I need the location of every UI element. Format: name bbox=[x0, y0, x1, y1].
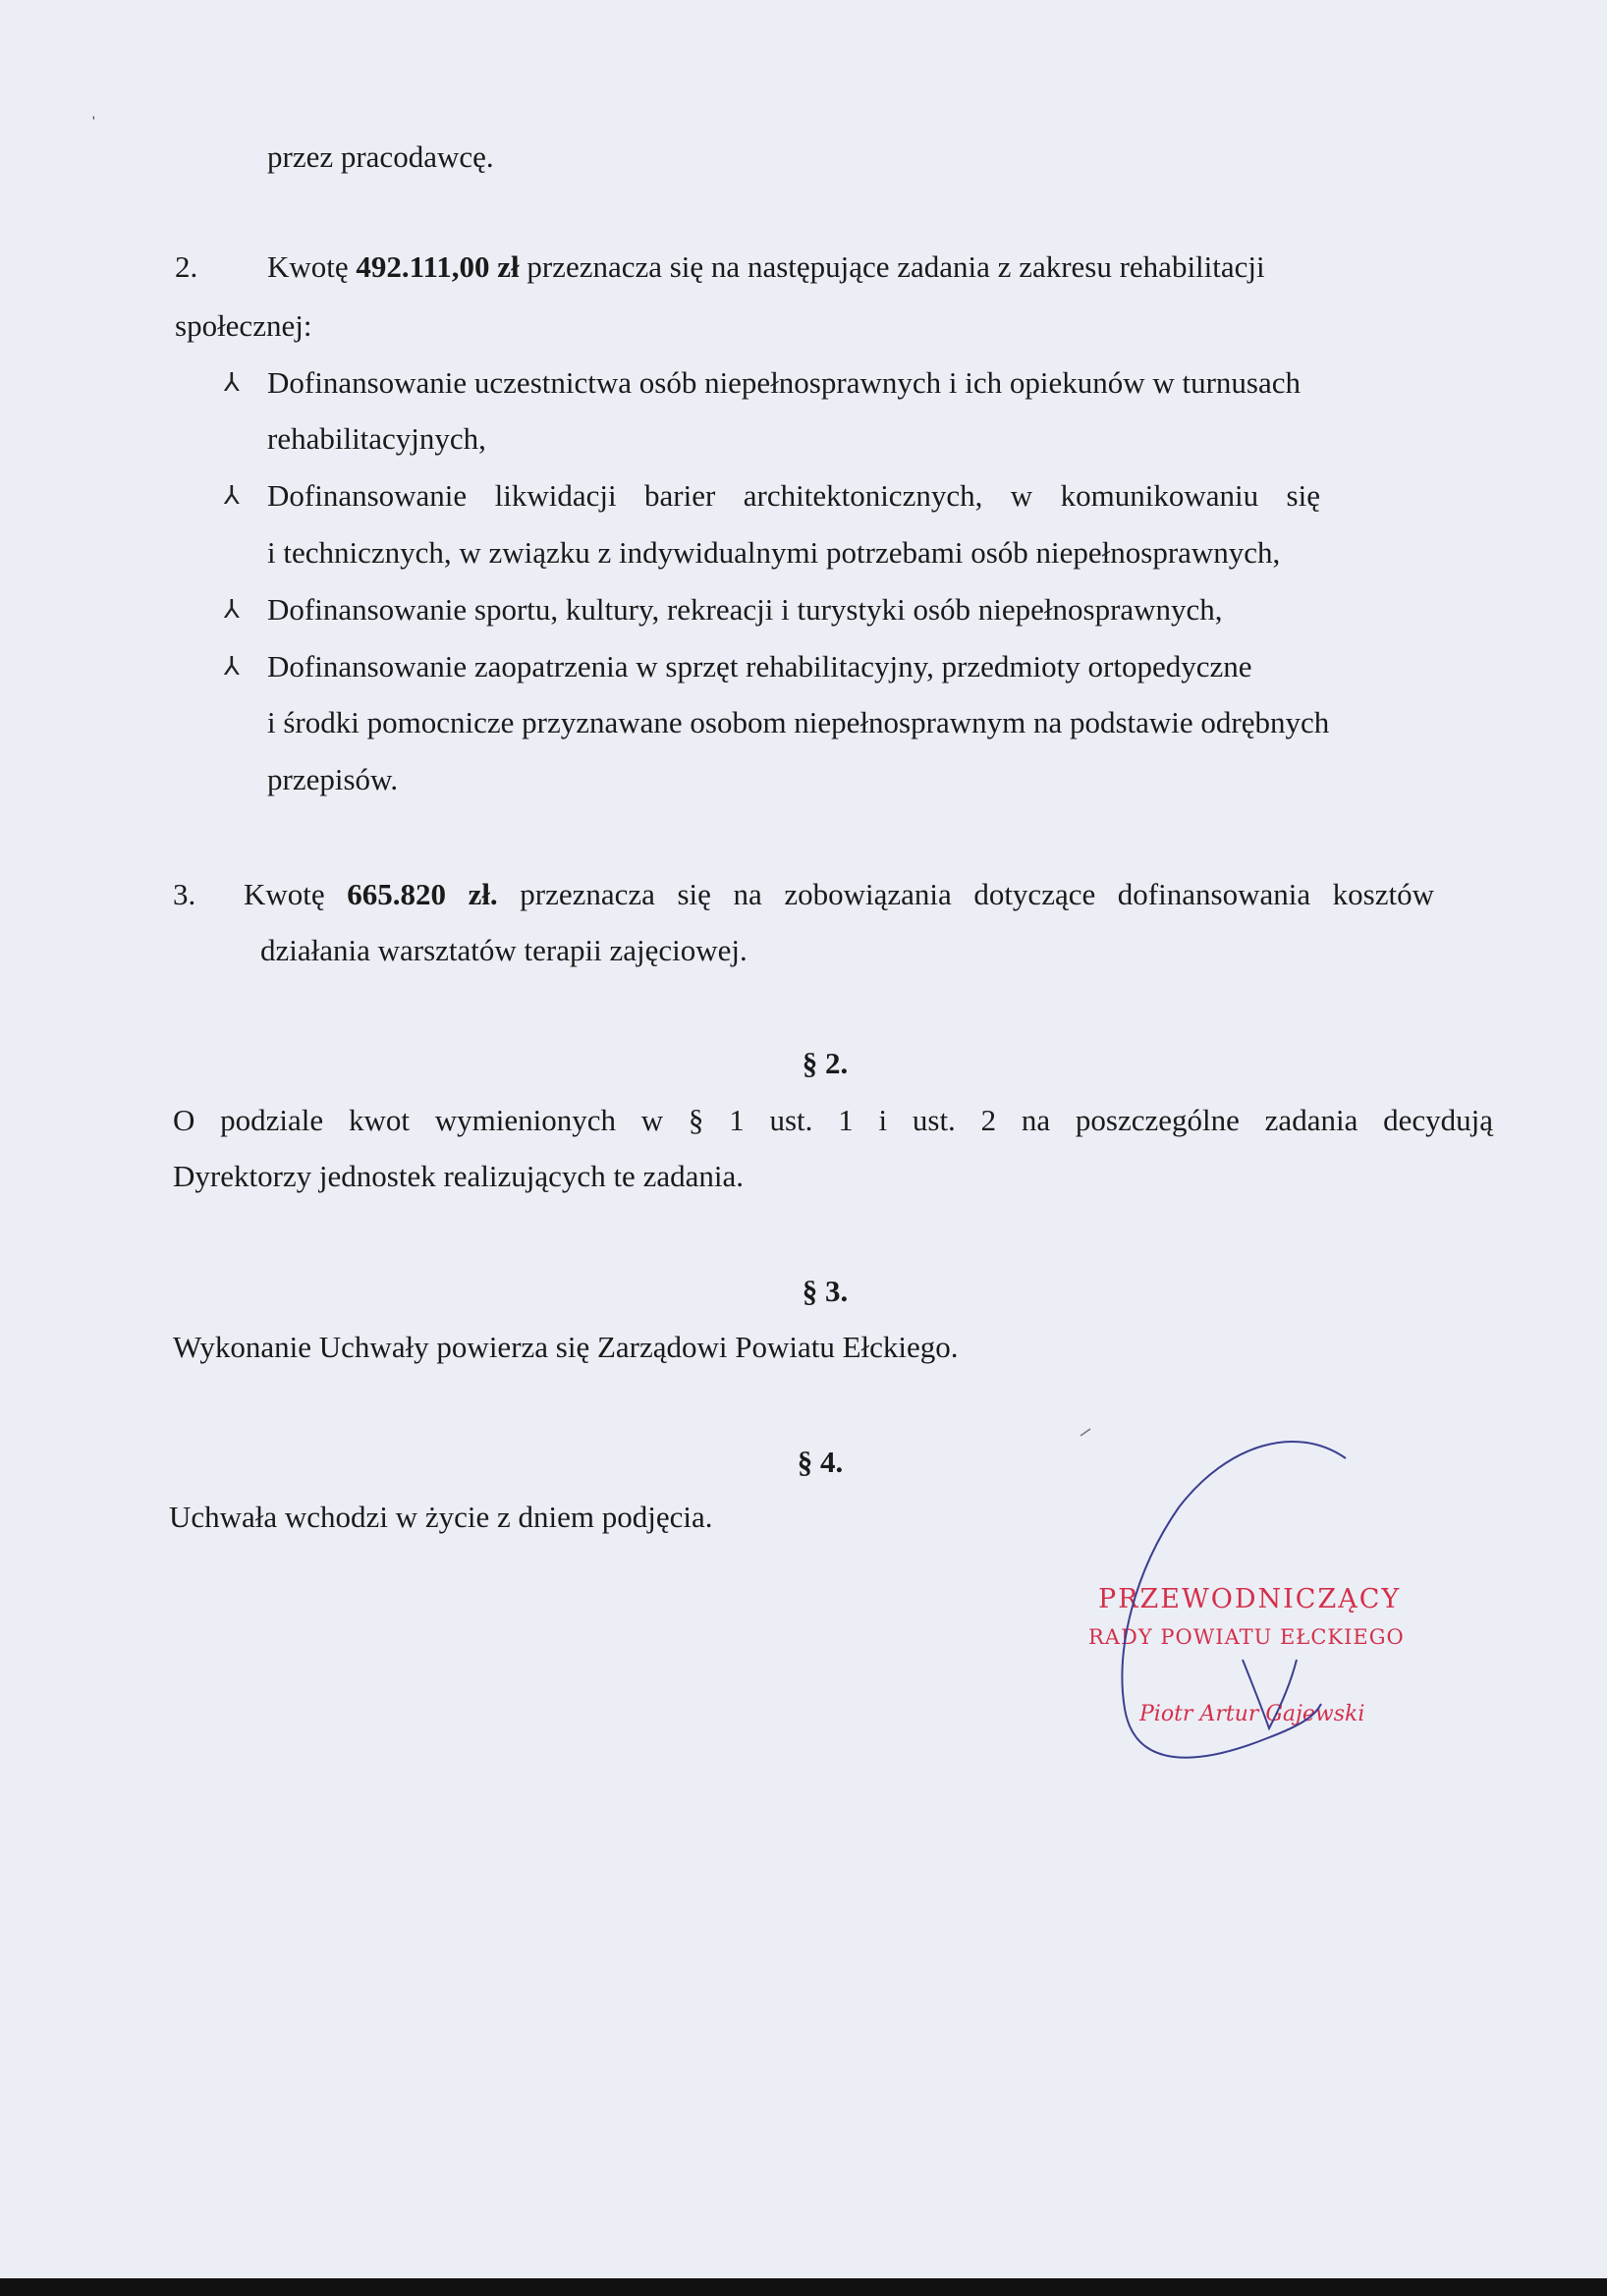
bullet-3-line1: Dofinansowanie sportu, kultury, rekreacji i turystyki osób niepełnosprawnych, bbox=[267, 592, 1223, 627]
section-2-line1: O podziale kwot wymienionych w § 1 ust. 1 i ust. 2 na poszczególne zadania decydują bbox=[173, 1103, 1493, 1137]
p2-rest: przeznacza się na następujące zadania z zakresu rehabilitacji bbox=[519, 249, 1265, 284]
bullet-marker-3: ⅄ bbox=[224, 595, 240, 624]
text-line-top: przez pracodawcę. bbox=[267, 139, 494, 174]
p2-lead: Kwotę bbox=[267, 249, 357, 284]
p2-line2: społecznej: bbox=[175, 308, 312, 343]
bullet-1-line1: Dofinansowanie uczestnictwa osób niepełnosprawnych i ich opiekunów w turnusach bbox=[267, 365, 1302, 400]
p3-amount: 665.820 zł. bbox=[347, 877, 498, 911]
bullet-1-line2: rehabilitacyjnych, bbox=[267, 421, 486, 456]
stamp-name: Piotr Artur Gajewski bbox=[1139, 1702, 1365, 1726]
p3-number: 3. bbox=[173, 877, 196, 911]
p3-rest: przeznacza się na zobowiązania dotyczące dofinansowania kosztów bbox=[497, 877, 1434, 911]
section-3-heading: § 3. bbox=[802, 1274, 849, 1308]
bullet-2-line2: i technicznych, w związku z indywidualnymi potrzebami osób niepełnosprawnych, bbox=[267, 535, 1281, 570]
section-4-line1: Uchwała wchodzi w życie z dniem podjęcia. bbox=[169, 1500, 713, 1534]
bullet-2-line1: Dofinansowanie likwidacji barier architektonicznych, w komunikowaniu się bbox=[267, 478, 1320, 513]
p3-line2: działania warsztatów terapii zajęciowej. bbox=[260, 933, 748, 967]
bullet-4-line2: i środki pomocnicze przyznawane osobom niepełnosprawnym na podstawie odrębnych bbox=[267, 705, 1330, 739]
section-2-line2: Dyrektorzy jednostek realizujących te zadania. bbox=[173, 1159, 744, 1193]
p2-number: 2. bbox=[175, 249, 198, 284]
scan-edge-bar bbox=[0, 2278, 1607, 2296]
section-2-heading: § 2. bbox=[802, 1046, 849, 1080]
section-3-line1: Wykonanie Uchwały powierza się Zarządowi Powiatu Ełckiego. bbox=[173, 1330, 959, 1364]
bullet-marker-4: ⅄ bbox=[224, 652, 240, 681]
stamp-council: RADY POWIATU EŁCKIEGO bbox=[1088, 1625, 1405, 1649]
p3-lead: Kwotę bbox=[244, 877, 348, 911]
bullet-marker-1: ⅄ bbox=[224, 368, 240, 397]
section-4-heading: § 4. bbox=[797, 1445, 844, 1479]
stamp-title: PRZEWODNICZĄCY bbox=[1098, 1584, 1402, 1614]
scan-mark: ˌ bbox=[90, 98, 97, 120]
bullet-4-line1: Dofinansowanie zaopatrzenia w sprzęt rehabilitacyjny, przedmioty ortopedyczne bbox=[267, 649, 1252, 683]
bullet-marker-2: ⅄ bbox=[224, 481, 240, 510]
bullet-4-line3: przepisów. bbox=[267, 762, 399, 796]
p2-amount: 492.111,00 zł bbox=[356, 249, 520, 284]
